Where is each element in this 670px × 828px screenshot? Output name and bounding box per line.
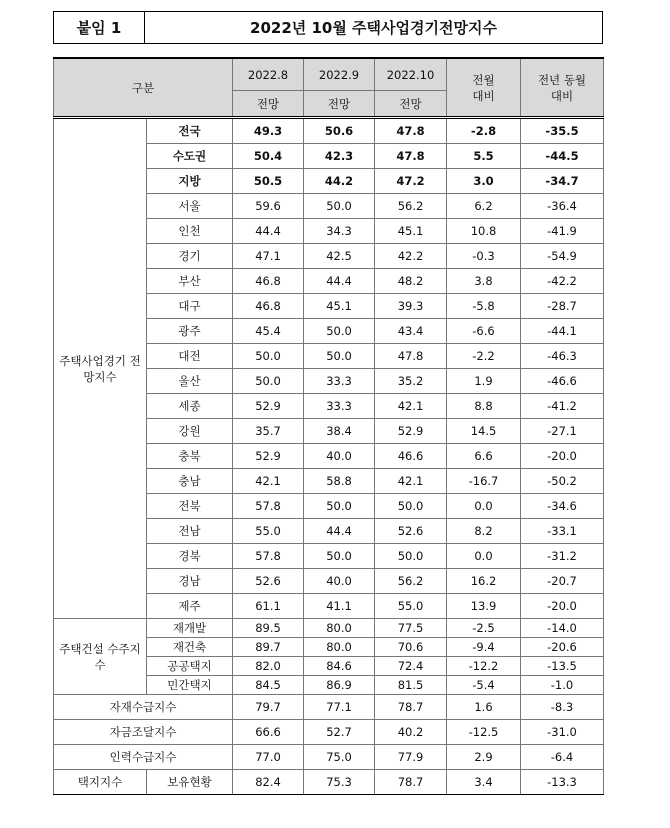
value-cell: 79.7 [233, 695, 304, 720]
value-cell: -6.6 [447, 319, 521, 344]
value-cell: 43.4 [375, 319, 447, 344]
value-cell: -20.7 [521, 569, 604, 594]
value-cell: 44.4 [304, 269, 375, 294]
row-label: 전북 [147, 494, 233, 519]
value-cell: -44.1 [521, 319, 604, 344]
value-cell: 16.2 [447, 569, 521, 594]
table-row [54, 745, 604, 770]
value-cell: 50.0 [304, 344, 375, 369]
value-cell: 8.8 [447, 394, 521, 419]
row-label: 세종 [147, 394, 233, 419]
value-cell: 47.8 [375, 118, 447, 144]
value-cell: 2.9 [447, 745, 521, 770]
value-cell: -13.3 [521, 770, 604, 795]
value-cell: -2.8 [447, 118, 521, 144]
value-cell: -31.0 [521, 720, 604, 745]
value-cell: 75.3 [304, 770, 375, 795]
row-label: 부산 [147, 269, 233, 294]
value-cell: 46.8 [233, 269, 304, 294]
value-cell: 50.0 [304, 319, 375, 344]
value-cell: 42.3 [304, 144, 375, 169]
value-cell: 84.5 [233, 676, 304, 695]
row-label: 울산 [147, 369, 233, 394]
value-cell: -13.5 [521, 657, 604, 676]
value-cell: 6.2 [447, 194, 521, 219]
value-cell: -31.2 [521, 544, 604, 569]
value-cell: -46.6 [521, 369, 604, 394]
value-cell: 50.4 [233, 144, 304, 169]
value-cell: -20.0 [521, 594, 604, 619]
value-cell: 42.1 [375, 469, 447, 494]
value-cell: 0.0 [447, 494, 521, 519]
value-cell: 49.3 [233, 118, 304, 144]
header-sub-label: 전망 [304, 91, 375, 118]
value-cell: 77.9 [375, 745, 447, 770]
header-mom: 전월 대비 [447, 58, 521, 118]
row-label: 서울 [147, 194, 233, 219]
value-cell: 77.1 [304, 695, 375, 720]
value-cell: 82.0 [233, 657, 304, 676]
value-cell: 45.1 [304, 294, 375, 319]
value-cell: -36.4 [521, 194, 604, 219]
value-cell: 41.1 [304, 594, 375, 619]
row-label: 공공택지 [147, 657, 233, 676]
value-cell: 45.4 [233, 319, 304, 344]
value-cell: 50.0 [304, 194, 375, 219]
value-cell: -9.4 [447, 638, 521, 657]
value-cell: 75.0 [304, 745, 375, 770]
title-bar [53, 11, 603, 44]
group-label: 택지지수 [54, 770, 147, 795]
value-cell: 10.8 [447, 219, 521, 244]
value-cell: 66.6 [233, 720, 304, 745]
row-label: 보유현황 [147, 770, 233, 795]
value-cell: 42.1 [233, 469, 304, 494]
value-cell: 55.0 [233, 519, 304, 544]
value-cell: 47.8 [375, 344, 447, 369]
table-row [54, 695, 604, 720]
value-cell: 3.0 [447, 169, 521, 194]
row-label: 강원 [147, 419, 233, 444]
value-cell: -41.2 [521, 394, 604, 419]
value-cell: -28.7 [521, 294, 604, 319]
value-cell: -41.9 [521, 219, 604, 244]
value-cell: -33.1 [521, 519, 604, 544]
value-cell: 57.8 [233, 494, 304, 519]
row-label: 인천 [147, 219, 233, 244]
table-row [54, 619, 604, 638]
value-cell: 84.6 [304, 657, 375, 676]
row-label: 지방 [147, 169, 233, 194]
value-cell: -14.0 [521, 619, 604, 638]
row-label: 재개발 [147, 619, 233, 638]
row-label: 민간택지 [147, 676, 233, 695]
header-period: 2022.8 [233, 58, 304, 91]
value-cell: -42.2 [521, 269, 604, 294]
value-cell: 55.0 [375, 594, 447, 619]
value-cell: 47.2 [375, 169, 447, 194]
value-cell: 56.2 [375, 569, 447, 594]
value-cell: 52.6 [233, 569, 304, 594]
value-cell: -2.5 [447, 619, 521, 638]
row-label: 전남 [147, 519, 233, 544]
value-cell: -12.2 [447, 657, 521, 676]
value-cell: 35.7 [233, 419, 304, 444]
value-cell: -5.8 [447, 294, 521, 319]
value-cell: 0.0 [447, 544, 521, 569]
value-cell: 44.2 [304, 169, 375, 194]
value-cell: -27.1 [521, 419, 604, 444]
value-cell: -8.3 [521, 695, 604, 720]
value-cell: 45.1 [375, 219, 447, 244]
value-cell: 58.8 [304, 469, 375, 494]
value-cell: -16.7 [447, 469, 521, 494]
value-cell: 50.0 [375, 494, 447, 519]
value-cell: 46.6 [375, 444, 447, 469]
row-label: 경북 [147, 544, 233, 569]
value-cell: 52.7 [304, 720, 375, 745]
value-cell: 77.5 [375, 619, 447, 638]
header-period: 2022.10 [375, 58, 447, 91]
row-label: 광주 [147, 319, 233, 344]
value-cell: 47.1 [233, 244, 304, 269]
index-table [53, 57, 604, 795]
value-cell: -46.3 [521, 344, 604, 369]
value-cell: -20.0 [521, 444, 604, 469]
value-cell: -1.0 [521, 676, 604, 695]
header-category: 구분 [54, 58, 233, 118]
value-cell: 39.3 [375, 294, 447, 319]
value-cell: 5.5 [447, 144, 521, 169]
value-cell: 57.8 [233, 544, 304, 569]
value-cell: -34.7 [521, 169, 604, 194]
value-cell: 8.2 [447, 519, 521, 544]
group-label: 주택건설 수주지수 [54, 619, 147, 695]
row-label: 자재수급지수 [54, 695, 233, 720]
value-cell: -54.9 [521, 244, 604, 269]
value-cell: 3.4 [447, 770, 521, 795]
row-label: 경기 [147, 244, 233, 269]
value-cell: 78.7 [375, 695, 447, 720]
value-cell: 52.9 [375, 419, 447, 444]
row-label: 충남 [147, 469, 233, 494]
value-cell: 50.0 [233, 369, 304, 394]
value-cell: 56.2 [375, 194, 447, 219]
value-cell: 44.4 [233, 219, 304, 244]
value-cell: 13.9 [447, 594, 521, 619]
value-cell: -44.5 [521, 144, 604, 169]
value-cell: 50.0 [304, 544, 375, 569]
value-cell: 80.0 [304, 619, 375, 638]
table-row [54, 118, 604, 144]
value-cell: 42.5 [304, 244, 375, 269]
value-cell: 89.7 [233, 638, 304, 657]
value-cell: 3.8 [447, 269, 521, 294]
table-row [54, 770, 604, 795]
value-cell: 50.5 [233, 169, 304, 194]
value-cell: 86.9 [304, 676, 375, 695]
value-cell: 6.6 [447, 444, 521, 469]
page-title: 2022년 10월 주택사업경기전망지수 [250, 19, 497, 37]
value-cell: 47.8 [375, 144, 447, 169]
row-label: 대구 [147, 294, 233, 319]
value-cell: -50.2 [521, 469, 604, 494]
row-label: 인력수급지수 [54, 745, 233, 770]
value-cell: 61.1 [233, 594, 304, 619]
table-row [54, 720, 604, 745]
value-cell: 52.9 [233, 394, 304, 419]
row-label: 제주 [147, 594, 233, 619]
header-sub-label: 전망 [375, 91, 447, 118]
header-yoy: 전년 동월 대비 [521, 58, 604, 118]
value-cell: 80.0 [304, 638, 375, 657]
value-cell: -12.5 [447, 720, 521, 745]
value-cell: -20.6 [521, 638, 604, 657]
value-cell: 48.2 [375, 269, 447, 294]
value-cell: 50.0 [233, 344, 304, 369]
row-label: 대전 [147, 344, 233, 369]
value-cell: 50.0 [375, 544, 447, 569]
value-cell: -0.3 [447, 244, 521, 269]
value-cell: 50.6 [304, 118, 375, 144]
row-label: 경남 [147, 569, 233, 594]
value-cell: 42.1 [375, 394, 447, 419]
value-cell: 38.4 [304, 419, 375, 444]
value-cell: 35.2 [375, 369, 447, 394]
value-cell: -6.4 [521, 745, 604, 770]
value-cell: 44.4 [304, 519, 375, 544]
value-cell: 72.4 [375, 657, 447, 676]
value-cell: 46.8 [233, 294, 304, 319]
value-cell: 81.5 [375, 676, 447, 695]
group-label: 주택사업경기 전망지수 [54, 118, 147, 619]
value-cell: 77.0 [233, 745, 304, 770]
value-cell: 33.3 [304, 369, 375, 394]
row-label: 재건축 [147, 638, 233, 657]
table-body [54, 118, 604, 795]
value-cell: -34.6 [521, 494, 604, 519]
value-cell: 42.2 [375, 244, 447, 269]
value-cell: -5.4 [447, 676, 521, 695]
value-cell: 70.6 [375, 638, 447, 657]
value-cell: 52.9 [233, 444, 304, 469]
value-cell: -35.5 [521, 118, 604, 144]
row-label: 수도권 [147, 144, 233, 169]
value-cell: 82.4 [233, 770, 304, 795]
row-label: 전국 [147, 118, 233, 144]
value-cell: 89.5 [233, 619, 304, 638]
header-sub-label: 전망 [233, 91, 304, 118]
value-cell: 14.5 [447, 419, 521, 444]
value-cell: -2.2 [447, 344, 521, 369]
value-cell: 52.6 [375, 519, 447, 544]
value-cell: 1.9 [447, 369, 521, 394]
value-cell: 40.0 [304, 444, 375, 469]
row-label: 자금조달지수 [54, 720, 233, 745]
value-cell: 34.3 [304, 219, 375, 244]
attachment-tag: 붙임 1 [54, 12, 145, 43]
header-period: 2022.9 [304, 58, 375, 91]
value-cell: 50.0 [304, 494, 375, 519]
value-cell: 33.3 [304, 394, 375, 419]
value-cell: 40.0 [304, 569, 375, 594]
value-cell: 59.6 [233, 194, 304, 219]
value-cell: 40.2 [375, 720, 447, 745]
value-cell: 1.6 [447, 695, 521, 720]
row-label: 충북 [147, 444, 233, 469]
value-cell: 78.7 [375, 770, 447, 795]
